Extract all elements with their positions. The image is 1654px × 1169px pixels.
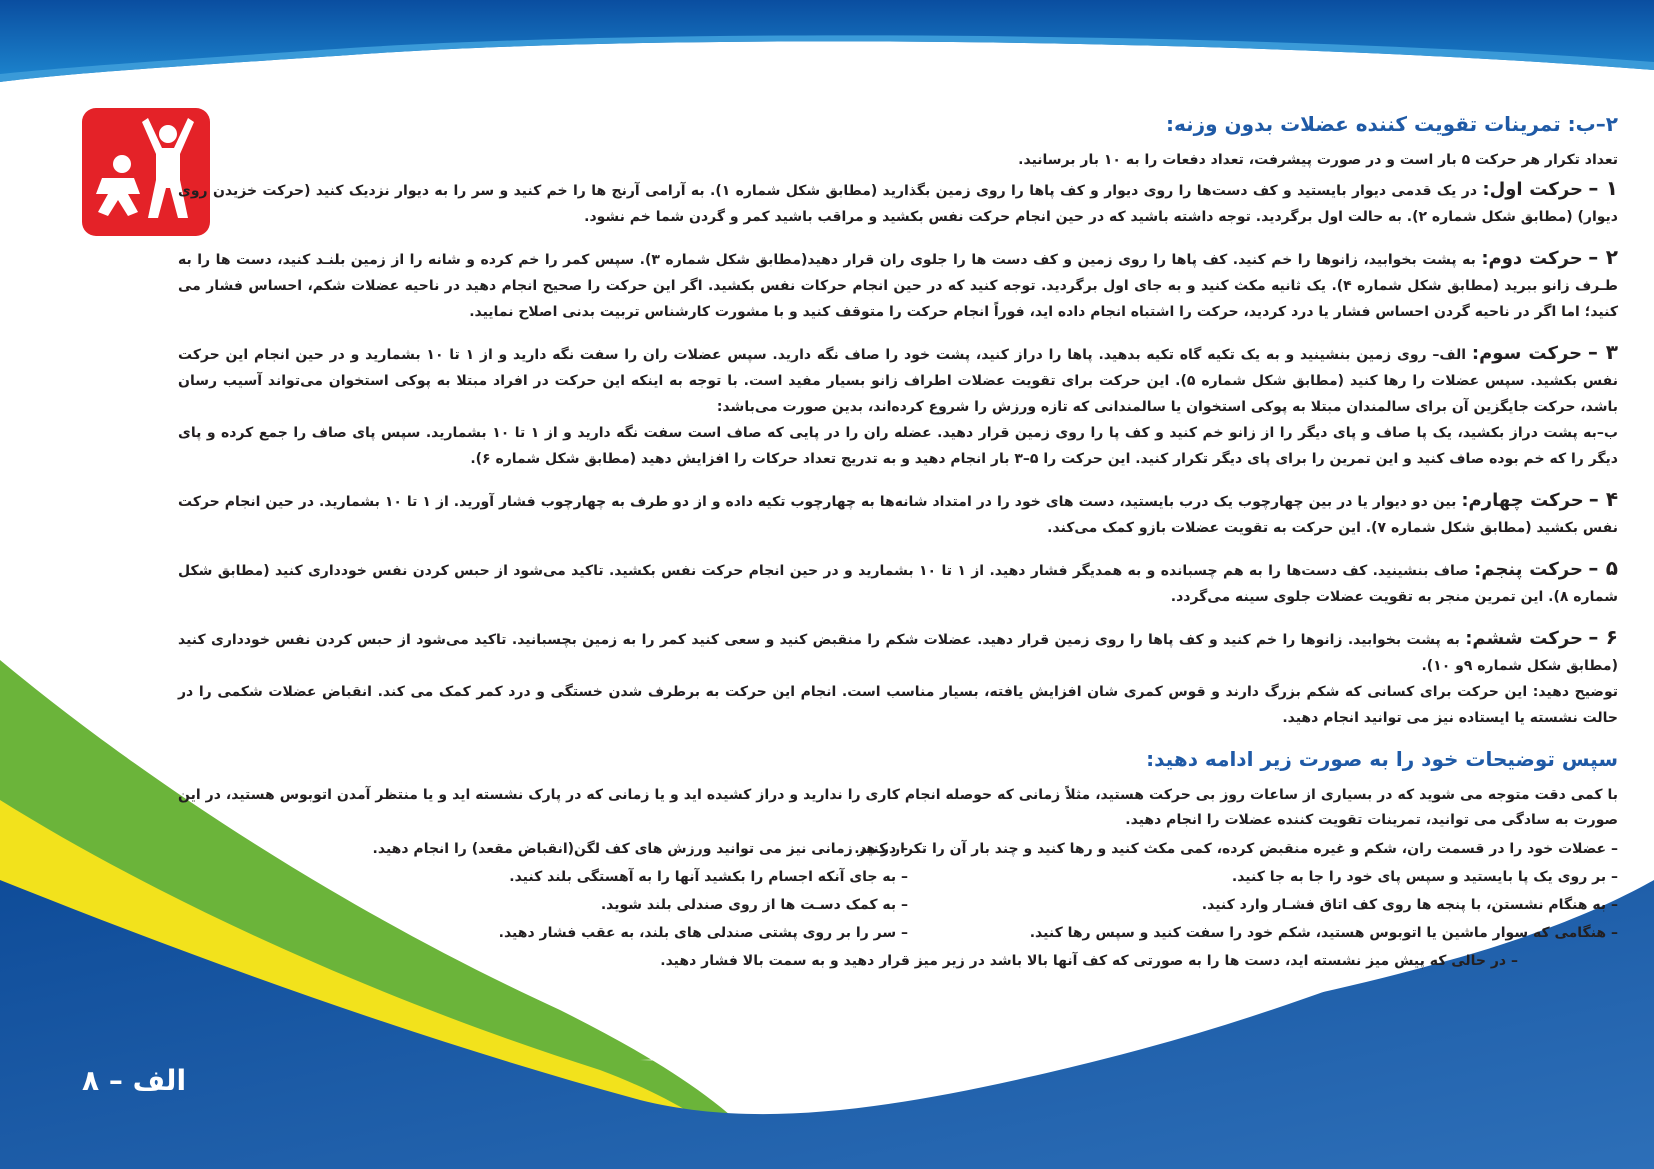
continuation-intro: با کمی دقت متوجه می شوید که در بسیاری از ساعات روز بی حرکت هستید، مثلاً زمانی که حوصله انجام کاری را ندارید و دراز کشیده اید و یا زمانی که در پارک نشسته اید و یا منتظر آمدن اتوبوس هستید، در این صورت به سادگی می توانید، تمرینات تقویت کننده عضلات را انجام دهید. — [178, 787, 1618, 828]
move-1 — [178, 175, 1618, 230]
move-number: ۶ – — [1588, 625, 1618, 649]
list-item: – بر روی یک پا بایستید و سپس پای خود را جا به جا کنید. — [1231, 869, 1618, 885]
move-number: ۳ – — [1587, 340, 1619, 364]
page-number: الف – ۸ — [82, 1064, 187, 1097]
move-5 — [178, 555, 1618, 610]
move-label: حرکت سوم: — [1471, 343, 1583, 364]
list-item: – به جای آنکه اجسام را بکشید آنها را به آهستگی بلند کنید. — [509, 869, 908, 885]
move-text: بین دو دیوار یا در بین چهارچوب یک درب بایستید، دست های خود را در امتداد شانه‌ها به چهارچوب تکیه داده و از دو طرف به چهارچوب فشار آورید. از ۱ تا ۱۰ بشمارید. در حین انجام حرکت نفس بکشید (مطابق شکل شماره ۷). این حرکت به تقویت عضلات بازو کمک می‌کند. — [178, 494, 1618, 536]
move-label: حرکت ششم: — [1465, 628, 1583, 649]
move-paragraph — [178, 244, 1618, 325]
list-item: – به هنگام نشستن، با پنجه ها روی کف اتاق فشـار وارد کنید. — [1201, 897, 1618, 913]
move-paragraph — [178, 555, 1618, 610]
move-text: به پشت بخوابید، زانوها را خم کنید. کف پاها را روی زمین و کف دست ها را جلوی ران قرار دهید(مطابق شکل شماره ۳). سپس کمر را خم کرده و شانه را از زمین بلنـد کنید، دست ها را به طـرف زانو ببرید (مطابق شکل شماره ۴). یک ثانیه مکث کنید و به جای اول برگردید. توجه کنید که در حین انجام حرکات نفس بکشید. اگر این حرکت را صحیح انجام دهید در ناحیه عضلات شکم، احساس فشار می کنید؛ اما اگر در ناحیه گردن احساس فشار یا درد کردید، حرکت را اشتباه انجام داده اید، فوراً انجام حرکت را متوقف کنید و با مشورت کارشناس تربیت بدنی اصلاح نمایید. — [178, 252, 1618, 320]
move-number: ۲ – — [1588, 245, 1619, 269]
move-text: صاف بنشینید. کف دست‌ها را به هم چسبانده و به همدیگر فشار دهید. از ۱ تا ۱۰ بشمارید و در حین انجام حرکت نفس بکشید. تاکید می‌شود از حبس کردن نفس خودداری کنید (مطابق شکل شماره ۸). این تمرین منجر به تقویت عضلات جلوی سینه می‌گردد. — [178, 563, 1618, 605]
move-4 — [178, 486, 1618, 541]
move-label: حرکت اول: — [1482, 179, 1583, 200]
move-label: حرکت چهارم: — [1461, 490, 1584, 511]
move-6 — [178, 624, 1618, 731]
move-number: ۵ – — [1588, 556, 1619, 580]
page-content — [178, 110, 1618, 975]
move-2 — [178, 244, 1618, 325]
list-item-last: – در حالی که پیش میز نشسته اید، دست ها را به صورتی که کف آنها بالا باشد در زیر میز قرار دهید و به سمت بالا فشار دهید. — [660, 953, 1518, 969]
move-paragraph — [178, 486, 1618, 541]
move-paragraph — [178, 339, 1618, 420]
move-label: حرکت دوم: — [1481, 248, 1583, 269]
move-label: حرکت پنجم: — [1474, 559, 1583, 580]
section-intro: تعداد تکرار هر حرکت ۵ بار است و در صورت پیشرفت، تعداد دفعات را به ۱۰ بار برسانید. — [1018, 152, 1618, 168]
list-item: – سر را بر روی پشتی صندلی های بلند، به عقب فشار دهید. — [498, 925, 908, 941]
list-item: – در هر زمانی نیز می توانید ورزش های کف لگن(انقباض مقعد) را انجام دهید. — [372, 841, 908, 857]
list-item: – به کمک دسـت ها از روی صندلی بلند شوید. — [600, 897, 908, 913]
section-heading: ۲–ب: تمرینات تقویت کننده عضلات بدون وزنه: — [1166, 112, 1618, 136]
move-text: در یک قدمی دیوار بایستید و کف دست‌ها را روی دیوار و کف پاها را روی زمین بگذارید (مطابق شکل شماره ۱). به آرامی آرنج ها را خم کنید و سر را به دیوار نزدیک کنید (حرکت خزیدن روی دیوار) (مطابق شکل شماره ۲). به حالت اول برگردید. توجه داشته باشید که در حین انجام حرکت نفس بکشید و مراقب باشید کمر و گردن شما خم نشود. — [178, 183, 1618, 225]
tips-list-left — [372, 835, 908, 947]
move-text: به پشت بخوابید. زانوها را خم کنید و کف پاها را روی زمین قرار دهید. عضلات شکم را منقبض کنید و سعی کنید کمر را به زمین بچسبانید. تاکید می‌شود از حبس کردن نفس خودداری کنید (مطابق شکل شماره ۹و ۱۰). — [178, 632, 1618, 674]
move-paragraph — [178, 624, 1618, 679]
move-paragraph — [178, 175, 1618, 230]
move-note: توضیح دهید: این حرکت برای کسانی که شکم بزرگ دارند و قوس کمری شان افزایش یافته، بسیار مناسب است. انجام این حرکت به برطرف شدن خستگی و درد کمر کمک می کند. انقباض عضلات شکمی را در حالت نشسته یا ایستاده نیز می توانید انجام دهید. — [178, 684, 1618, 726]
move-3 — [178, 339, 1618, 472]
move-text: الف– روی زمین بنشینید و به یک تکیه گاه تکیه بدهید. پاها را دراز کنید، پشت خود را صاف نگه دارید. سپس عضلات ران را سفت نگه دارید و از ۱ تا ۱۰ بشمارید و در حین انجام این حرکت نفس بکشید. سپس عضلات را رها کنید (مطابق شکل شماره ۵). این حرکت برای تقویت عضلات اطراف زانو بسیار مفید است. با توجه به اینکه این حرکت در افراد مبتلا به پوکی استخوان می‌تواند آسیب رسان باشد، حرکت جایگزین آن برای سالمندان مبتلا به پوکی استخوان یا سالمندانی که تازه ورزش را شروع کرده‌اند، بدین صورت می‌باشد: — [178, 347, 1618, 415]
list-item: – هنگامی که سوار ماشین یا اتوبوس هستید، شکم خود را سفت کنید و سپس رها کنید. — [1029, 925, 1618, 941]
move-number: ۴ – — [1588, 487, 1619, 511]
tips-columns — [178, 835, 1618, 947]
list-item: – عضلات خود را در قسمت ران، شکم و غیره منقبض کرده، کمی مکث کنید و رها کنید و چند بار آن را تکرار کنید. — [854, 841, 1618, 857]
tips-list-right — [854, 835, 1618, 947]
move-number: ۱ – — [1588, 176, 1619, 200]
continuation-heading: سپس توضیحات خود را به صورت زیر ادامه دهید: — [1146, 747, 1618, 771]
move-text-b: ب–به پشت دراز بکشید، یک پا صاف و پای دیگر را از زانو خم کنید و کف پا را روی زمین قرار دهید. عضله ران را در پایی که صاف است سفت نگه دارید و از ۱ تا ۱۰ بشمارید. سپس پای صاف را جمع کرده و پای دیگر را که خم بوده صاف کنید و این تمرین را برای پای دیگر تکرار کنید. این حرکت را ۵–۳ بار انجام دهید و به تدریج تعداد حرکات را افزایش دهید (مطابق شکل شماره ۶). — [178, 425, 1618, 467]
